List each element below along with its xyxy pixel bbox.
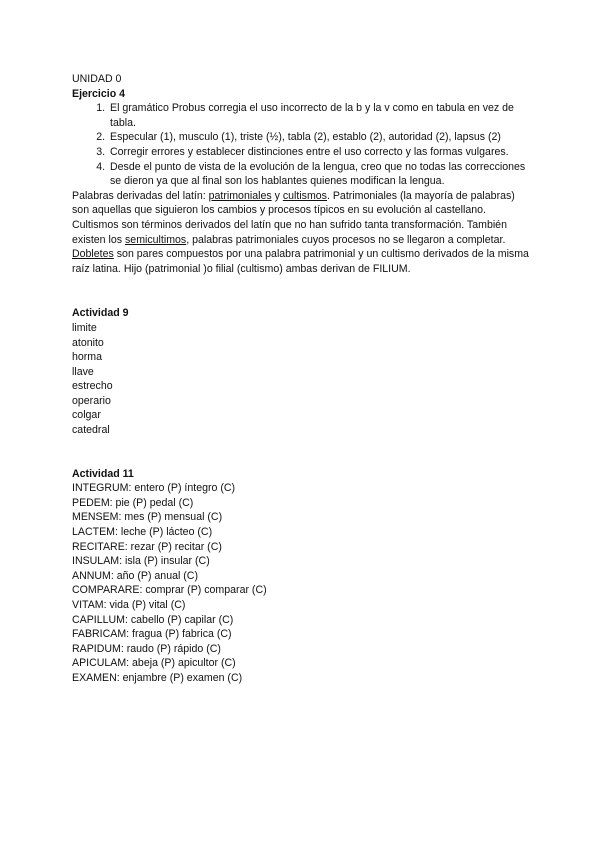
etymology-line: CAPILLUM: cabello (P) capilar (C) [72, 613, 234, 626]
word-item: horma [72, 351, 103, 364]
exercise-title: Ejercicio 4 [72, 87, 125, 100]
activity-11-title: Actividad 11 [72, 467, 134, 480]
etymology-line: COMPARARE: comprar (P) comparar (C) [72, 584, 267, 597]
unit-heading: UNIDAD 0 [72, 73, 122, 85]
exercise-item-4: 4. Desde el punto de vista de la evolución de la lengua, creo que no todas las correcciones se dieron ya que al final son los hablantes quienes modifican la lengua. [108, 160, 532, 189]
word-item: atonito [72, 336, 104, 349]
activity-9-title: Actividad 9 [72, 307, 129, 320]
word-item: limite [72, 321, 97, 334]
etymology-line: ANNUM: año (P) anual (C) [72, 569, 198, 582]
exercise-item-2: 2. Especular (1), musculo (1), triste (½), tabla (2), establo (2), autoridad (2), lapsus (2) [108, 130, 532, 145]
exercise-list [72, 101, 532, 189]
term-cultismos: cultismos [282, 189, 327, 202]
etymology-line: EXAMEN: enjambre (P) examen (C) [72, 671, 243, 684]
word-item: llave [72, 365, 94, 378]
text-segment: son pares compuestos por una palabra patrimonial y un cultismo derivados de la misma raíz latina. Hijo (patrimonial )o filial (cultismo) ambas derivan de FILIUM. [72, 248, 529, 275]
etymology-line: FABRICAM: fragua (P) fabrica (C) [72, 628, 232, 641]
text-segment: Palabras derivadas del latín: [72, 189, 209, 202]
etymology-line: INTEGRUM: entero (P) íntegro (C) [72, 482, 236, 495]
etymology-line: APICULAM: abeja (P) apicultor (C) [72, 657, 236, 670]
activity-9-list [72, 321, 532, 438]
exercise-item-1: 1. El gramático Probus corregia el uso incorrecto de la b y la v como en tabula en vez de tabla. [108, 101, 532, 130]
etymology-line: VITAM: vida (P) vital (C) [72, 599, 186, 611]
paragraph-derived-words [72, 189, 532, 247]
etymology-line: INSULAM: isla (P) insular (C) [72, 555, 210, 568]
term-dobletes: Dobletes [72, 248, 114, 261]
word-item: colgar [72, 409, 101, 422]
etymology-line: RECITARE: rezar (P) recitar (C) [72, 540, 222, 553]
paragraph-dobletes [72, 247, 532, 276]
text-segment: . Patrimoniales (la mayoría de palabras) son aquellas que siguieron los cambios y procesos típicos en su evolución al castellano. Cultismos son términos derivados del latín que no han sufrido tanta transformación. También existen los [72, 189, 515, 246]
word-item: operario [72, 394, 111, 407]
etymology-line: RAPIDUM: raudo (P) rápido (C) [72, 642, 221, 655]
term-patrimoniales: patrimoniales [208, 189, 272, 202]
word-item: catedral [72, 424, 110, 437]
text-segment: y [271, 189, 283, 202]
document-body [72, 72, 532, 686]
text-segment: , palabras patrimoniales cuyos procesos no se llegaron a completar. [186, 233, 506, 246]
spacer [72, 276, 532, 306]
etymology-line: MENSEM: mes (P) mensual (C) [72, 511, 223, 524]
term-semicultimos: semicultimos [125, 233, 187, 246]
etymology-line: LACTEM: leche (P) lácteo (C) [72, 526, 213, 539]
activity-11-list [72, 481, 532, 685]
etymology-line: PEDEM: pie (P) pedal (C) [72, 496, 194, 509]
spacer [72, 438, 532, 467]
exercise-item-3: 3. Corregir errores y establecer distinciones entre el uso correcto y las formas vulgares. [108, 145, 532, 160]
word-item: estrecho [72, 380, 113, 393]
